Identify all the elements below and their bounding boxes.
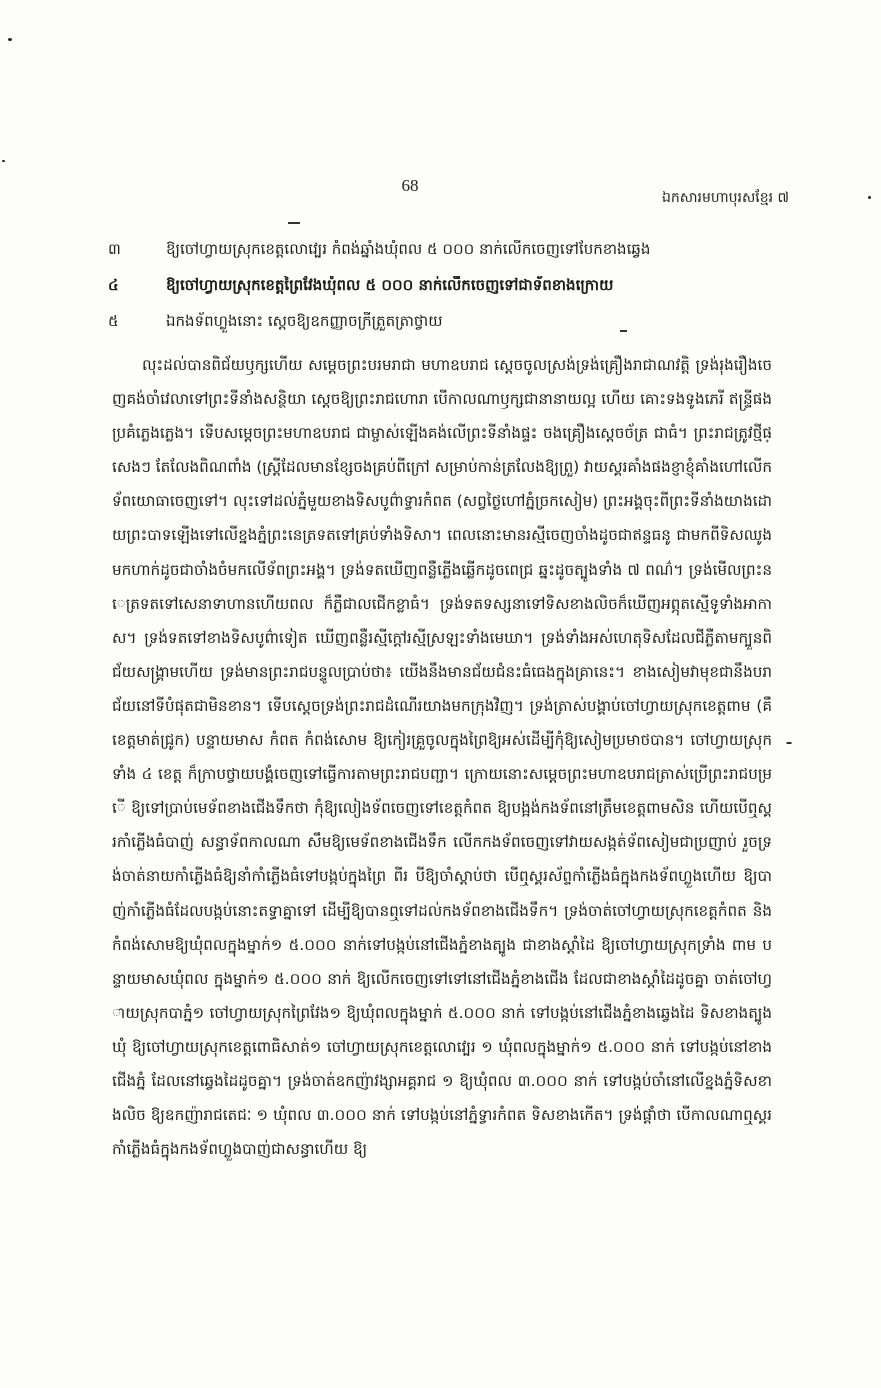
list-item xyxy=(108,312,768,348)
decorative-dash xyxy=(620,330,627,332)
list-item-text: ឱ្យចៅហ្វាយស្រុកខេត្តព្រៃវែងឃុំពល ៥ ០០០ នាក់លើកចេញទៅជាទ័ពខាងក្រោយ xyxy=(166,276,614,294)
body-paragraph: លុះដល់បានពិជ័យឫក្សហើយ សម្ដេចព្រះបរមរាជា មហាឧបរាជ ស្ដេចចូលស្រង់ទ្រង់គ្រឿងរាជាណវត្តិ ទ្រង់រុងរឿងចេញគង់ចាំវេលាទៅព្រះទីនាំងសន្ថិយា ស្ដេចឱ្យព្រះរាជហោរា បើកាលណាឫក្សជានានាយល្អ ហើយ គោះទងទូងភេរី ឥន្ទ្រីផងប្រគំភ្លេងភ្លេង។ ទើបសម្ដេចព្រះមហាឧបរាជ ជាម្ចាស់ឡើងគង់លើព្រះទីនាំងផ្ទះ ចងគ្រឿងស្ដេចច័ត្រ ជាធំ។ ព្រះរាជត្រូវថ្មីផ្សេងៗ តែលែងពិណពាំង (ស្ដ្រីដែលមានខ្សែចងគ្រប់ពីក្រៅ សម្រាប់កាន់ត្រលែងឱ្យព្រួ) វាយស្គរគាំងផងខ្ញាខ្ញុំគាំងហៅលើកទ័ពយោធាចេញទៅ។ លុះទៅដល់ភ្នំមួយខាងទិសបូព៌ាទ្វារកំពត (សព្វថ្ងៃហៅភ្នំច្រកសៀម) ព្រះអង្គចុះពីព្រះទីនាំងយាងដោយព្រះបាទឡើងទៅលើខ្នងភ្នំព្រះនេត្រទតទៅគ្រប់ទាំងទិសា។ ពេលនោះមានរស្មីចេញចាំងដូចជាឥន្ទធនូ ជាមកពីទិសឈូងមកហាក់ដូចជាចាំងចំមកលើទ័ពព្រះអង្គ។ ទ្រង់ទតឃើញពន្លឺភ្លើងឆ្លើកដូចពេជ្រ ឆ្នះដូចត្បូងទាំង ៧ ពណ៌។ ទ្រង់មើលព្រះនេត្រទតទៅសេនាទាហានហើយពល ក៏ភ្លឺជាលជើកខ្លាធំ។ ទ្រង់ទតទស្សនាទៅទិសខាងលិចក៏ឃើញអព្ភុតស្មើទូទាំងអាកាស។ ទ្រង់ទតទៅខាងទិសបូព៌ាទៀត ឃើញពន្លឺរស្មីក្ដៅរស្មីស្រឡះទាំងមេឃា។ ទ្រង់ទាំងអស់ហេតុទិសដែលជីភ្លឺតាមក្បួនពិជ័យសង្គ្រាមហើយ ទ្រង់មានព្រះរាជបន្ទូលប្រាប់ថា៖ យើងនឹងមានជ័យជំនះធំធេងក្នុងគ្រានេះ។ ខាងសៀមវាមុខជានឹងបរាជ័យនៅទីបំផុតជាមិនខាន។ ទើបស្ដេចទ្រង់ព្រះរាជដំណើរយាងមកក្រុងវិញ។ ទ្រង់ត្រាស់បង្គាប់ចៅហ្វាយស្រុកខេត្តពាម (គឺខេត្តមាត់ជ្រូក) បន្ទាយមាស កំពត កំពង់សោម ឱ្យកៀរគ្រួចូលក្នុងព្រៃឱ្យអស់ដើម្បីកុំឱ្យសៀមប្រមាថបាន។ ចៅហ្វាយស្រុកទាំង ៤ ខេត្ត ក៏ក្រាបថ្វាយបង្គំចេញទៅធ្វើការតាមព្រះរាជបញ្ជា។ ក្រោយនោះសម្ដេចព្រះមហាឧបរាជត្រាស់ប្រើព្រះរាជបម្រើ ឱ្យទៅប្រាប់មេទ័ពខាងជើងទឹកថា កុំឱ្យលៀងទ័ពចេញទៅខេត្តកំពត ឱ្យបង្អង់កងទ័ពនៅត្រឹមខេត្តពាមសិន ហើយបើឮស្គរកាំភ្លើងធំបាញ់ សន្ធាទ័ពកាលណា សឹមឱ្យមេទ័ពខាងជើងទឹក លើកកងទ័ពចេញទៅវាយសង្កត់ទ័ពសៀមជាប្រញាប់ រួចទ្រង់ចាត់នាយកាំភ្លើងធំឱ្យនាំកាំភ្លើងធំទៅបង្កប់ក្នុងព្រៃ ពីរ បីឱ្យចាំស្ដាប់ថា បើឮស្គរស័ព្ទកាំភ្លើងធំក្នុងកងទ័ពហ្លួងហើយ ឱ្យបាញ់កាំភ្លើងធំដែលបង្កប់នោះតទ្ធាគ្នាទៅ ដើម្បីឱ្យបានឮទៅដល់កងទ័ពខាងជើងទឹក។ ទ្រង់ចាត់ចៅហ្វាយស្រុកខេត្តកំពត និងកំពង់សោមឱ្យឃុំពលក្នុងម្នាក់១ ៥.០០០ នាក់ទៅបង្កប់នៅជើងភ្នំខាងត្បូង ជាខាងស្ដាំដៃ ឱ្យចៅហ្វាយស្រុកទ្រាំង ពាម បន្ទាយមាសឃុំពល ក្នុងម្នាក់១ ៥.០០០ នាក់ ឱ្យលើកចេញទៅទៅនៅជើងភ្នំខាងជើង ដែលជាខាងស្ដាំដៃដូចគ្នា ចាត់ចៅហ្វាយស្រុកបាភ្នំ១ ចៅហ្វាយស្រុកព្រៃវែង១ ឱ្យឃុំពលក្នុងម្នាក់ ៥.០០០ នាក់ ទៅបង្កប់នៅជើងភ្នំខាងឆ្វេងដៃ ទិសខាងត្បូងឃុំ ឱ្យចៅហ្វាយស្រុកខេត្តពោធិសាត់១ ចៅហ្វាយស្រុកខេត្តលោវេ្បរ ១ ឃុំពលក្នុងម្នាក់១ ៥.០០០ នាក់ ទៅបង្កប់នៅខាងជើងភ្នំ ដែលនៅឆ្វេងដៃដូចគ្នា។ ទ្រង់ចាត់ឧកញ៉ាវង្សាអគ្គរាជ ១ ឱ្យឃុំពល ៣.០០០ នាក់ ទៅបង្កប់ចាំនៅលើខ្នងភ្នំទិសខាងលិច ឱ្យឧកញ៉ារាជតេជៈ ១ ឃុំពល ៣.០០០ នាក់ ទៅបង្កប់នៅភ្នំទ្វារកំពត ទិសខាងកើត។ ទ្រង់ផ្ដាំថា បើកាលណាឮស្គរកាំភ្លើងធំក្នុងកងទ័ពហ្លួងបាញ់ជាសន្ធាហើយ ឱ្យ xyxy=(112,356,772,1159)
numbered-list xyxy=(108,240,768,348)
scan-speck xyxy=(8,38,12,41)
running-title: ឯកសារមហាបុរសខ្មែរ ៧ xyxy=(661,190,789,206)
decorative-dash xyxy=(288,222,300,224)
list-item xyxy=(108,240,768,276)
scan-speck xyxy=(868,196,871,199)
scan-speck xyxy=(786,742,792,744)
list-item-text: ឯកងទ័ពហ្លួងនោះ ស្ដេចឱ្យឧកញ្ញាចក្រីត្រួតត្រាថ្វាយ xyxy=(166,312,443,330)
scan-speck xyxy=(2,160,5,162)
list-item-text: ឱ្យចៅហ្វាយស្រុកខេត្តលោវេ្បរ កំពង់ឆ្នាំងឃុំពល ៥ ០០០ នាក់លើកចេញទៅបែកខាងឆ្វេង xyxy=(166,240,651,258)
list-item-number: ៣ xyxy=(108,240,121,258)
list-item-number: ៥ xyxy=(108,312,119,330)
list-item-number: ៤ xyxy=(108,276,119,294)
list-item xyxy=(108,276,768,312)
page-number: 68 xyxy=(401,176,419,195)
